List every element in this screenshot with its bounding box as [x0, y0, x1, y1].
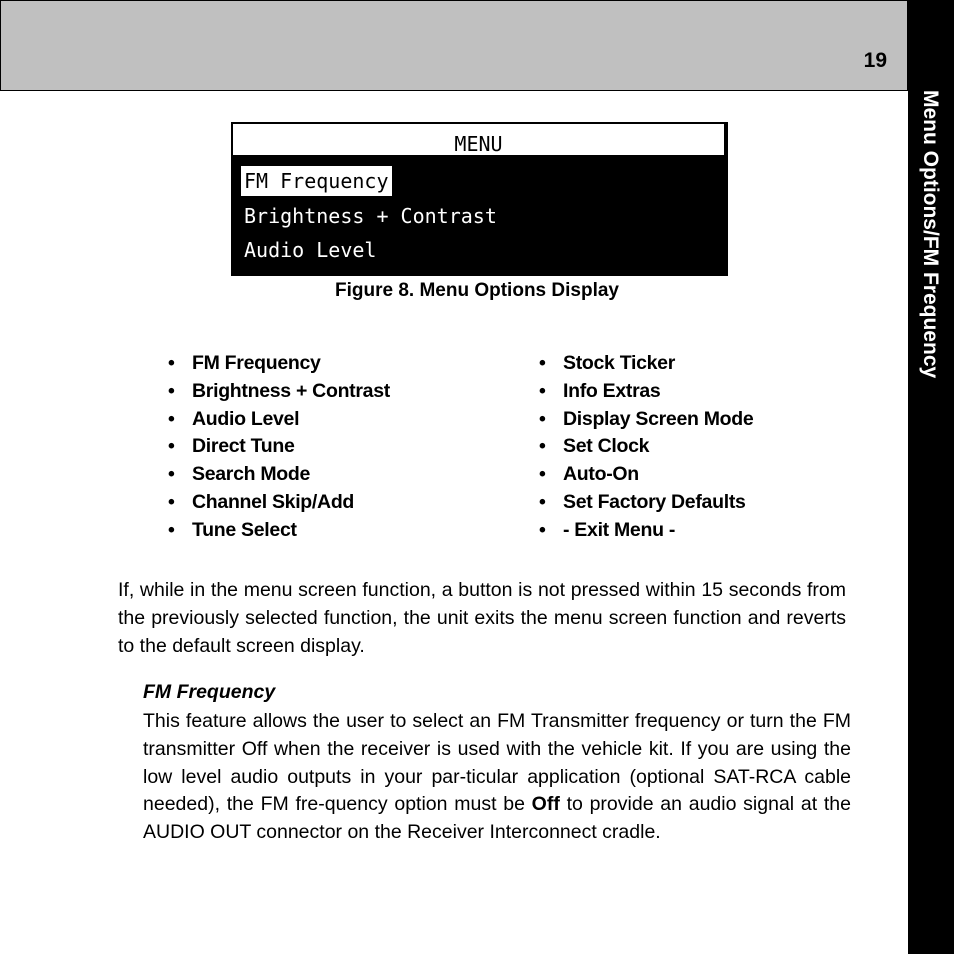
section-heading-fm-frequency: FM Frequency [143, 681, 276, 703]
list-item: • Display Screen Mode [539, 406, 753, 434]
off-emphasis: Off [531, 793, 560, 816]
figure-caption [0, 280, 954, 302]
page-number: 19 [863, 49, 887, 72]
list-item: • Auto-On [539, 461, 753, 489]
lcd-menu-display [231, 122, 728, 276]
section-text-before: This feature allows the user to select an FM Transmitter frequency or turn the FM transmitter Off when the receiver is used with the vehicle kit. If you are using the low level audio outputs in your par-ticular application (optional SAT-RCA cable needed), the FM fre-quency option must be [143, 710, 851, 816]
section-body-fm-frequency [143, 708, 851, 847]
side-tab [908, 0, 954, 954]
section-text-after: to provide an audio signal at the AUDIO OUT connector on the Receiver Interconnect cradle. [143, 793, 851, 844]
lcd-item-brightness-contrast: Brightness + Contrast [244, 204, 497, 228]
lcd-item-fm-frequency: FM Frequency [241, 166, 392, 196]
list-item: • Search Mode [168, 461, 390, 489]
list-item: • FM Frequency [168, 350, 390, 378]
page-header-band [0, 0, 908, 91]
list-item: • Brightness + Contrast [168, 378, 390, 406]
list-item: • Channel Skip/Add [168, 489, 390, 517]
menu-list-right [539, 350, 753, 545]
lcd-menu-title: MENU [233, 124, 724, 155]
side-tab-label: Menu Options/FM Frequency [919, 90, 942, 379]
timeout-paragraph: If, while in the menu screen function, a button is not pressed within 15 seconds from the previously selected function, the unit exits the menu screen function and reverts to the default screen display. [118, 579, 846, 657]
list-item: • Info Extras [539, 378, 753, 406]
lcd-item-audio-level: Audio Level [244, 238, 377, 262]
list-item: • Tune Select [168, 517, 390, 545]
list-item: • - Exit Menu - [539, 517, 753, 545]
list-item: • Direct Tune [168, 433, 390, 461]
list-item: • Set Factory Defaults [539, 489, 753, 517]
list-item: • Set Clock [539, 433, 753, 461]
menu-list-left [168, 350, 390, 545]
list-item: • Stock Ticker [539, 350, 753, 378]
list-item: • Audio Level [168, 406, 390, 434]
figure-caption-text: Figure 8. Menu Options Display [335, 280, 619, 301]
